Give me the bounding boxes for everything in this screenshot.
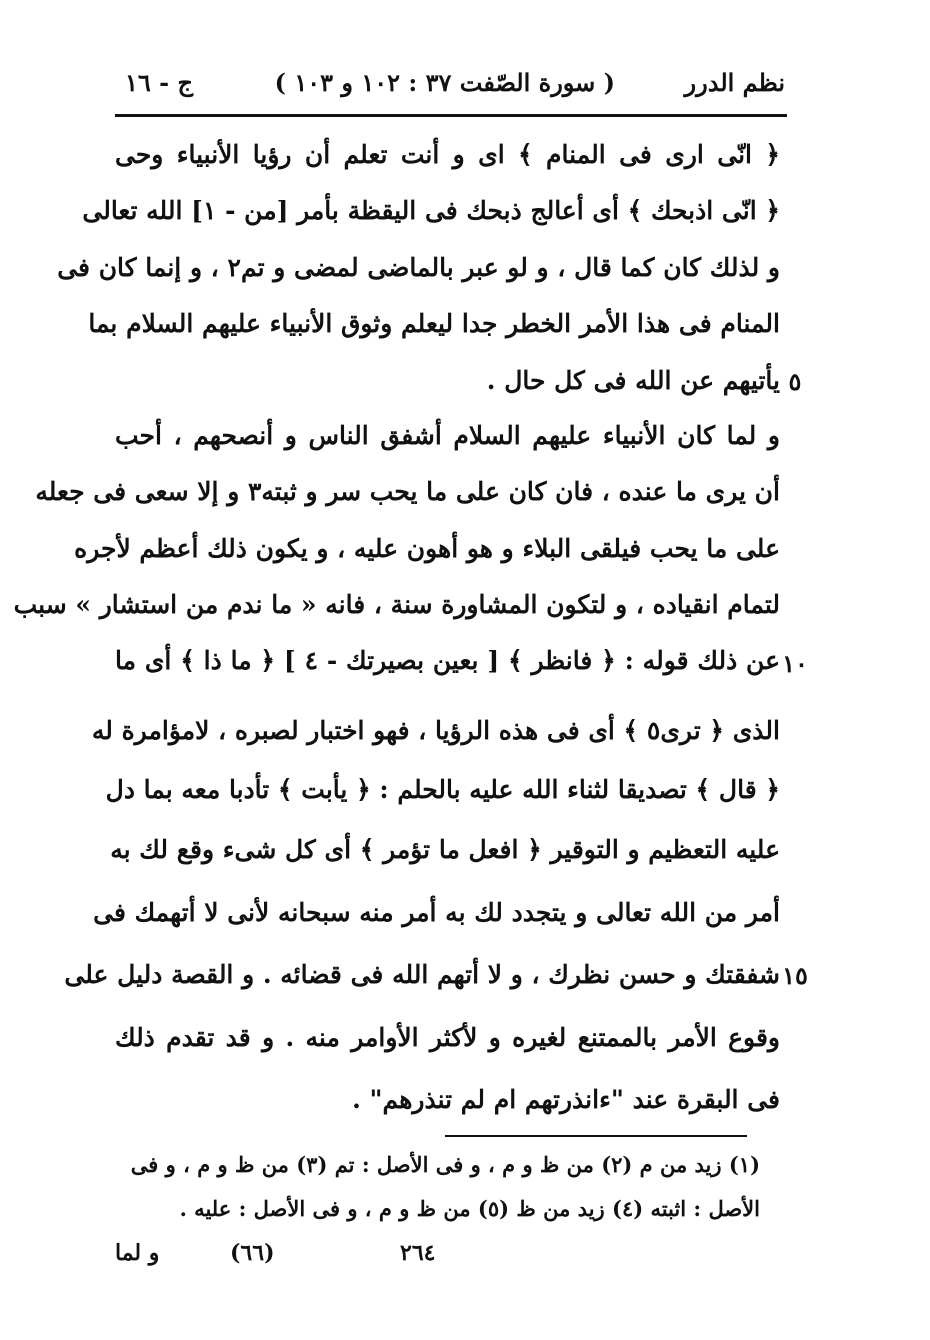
sheet-mark: (٦٦) — [230, 1240, 275, 1266]
text-line: فی البقرة عند "ءانذرتهم ام لم تنذرهم" . — [352, 1085, 780, 1114]
header-rule — [115, 114, 787, 117]
footnote-rule — [445, 1135, 747, 1137]
text-line: أن یری ما عنده ، فان كان علی ما یحب سر و ثبته٣ و إلا سعی فی جعله — [35, 477, 780, 506]
running-header — [115, 60, 785, 110]
text-line: ﴿ انّی اذبحك ﴾ أی أعالج ذبحك فی الیقظة بأمر [من - ١] الله تعالی — [82, 196, 780, 225]
text-line: الذی ﴿ تری٥ ﴾ أی فی هذه الرؤیا ، فهو اختبار لصبره ، لامؤامرة له — [91, 716, 780, 745]
text-line: و لذلك كان كما قال ، و لو عبر بالماضی لمضی و تم٢ ، و إنما كان فی — [57, 253, 780, 282]
text-line: علیه التعظیم و التوقیر ﴿ افعل ما تؤمر ﴾ أی كل شیء وقع لك به — [110, 835, 780, 864]
page-number: ٢٦٤ — [400, 1240, 436, 1266]
text-line: المنام فی هذا الأمر الخطر جدا لیعلم وثوق الأنبیاء علیهم السلام بما — [88, 309, 780, 338]
text-line: ﴿ انّی اری فی المنام ﴾ ای و أنت تعلم أن رؤیا الأنبیاء وحی — [115, 140, 780, 169]
catchword: و لما — [115, 1240, 160, 1266]
line-number-15: ١٥ — [782, 961, 808, 990]
text-line: ﴿ قال ﴾ تصدیقا لثناء الله علیه بالحلم : ﴿ یأبت ﴾ تأدبا معه بما دل — [105, 775, 780, 804]
book-title: نظم الدرر — [684, 68, 785, 97]
surah-reference: ( سورة الصّفت ٣٧ : ١٠٢ و ١٠٣ ) — [274, 68, 615, 97]
text-line: لتمام انقیاده ، و لتكون المشاورة سنة ، فانه « ما ندم من استشار » سبب — [13, 590, 780, 619]
text-line: أمر من الله تعالی و یتجدد لك به أمر منه سبحانه لأنی لا أتهمك فی — [93, 898, 780, 927]
line-number-10: ١٠ — [782, 649, 808, 678]
volume-number: ج - ١٦ — [125, 68, 193, 97]
line-number-5: ٥ — [788, 367, 802, 396]
text-line: وقوع الأمر بالممتنع لغیره و لأكثر الأوامر منه . و قد تقدم ذلك — [115, 1023, 780, 1052]
footnote-line: (١) زید من م (٢) من ظ و م ، و فی الأصل : تم (٣) من ظ و م ، و فی — [130, 1152, 760, 1177]
text-line: شفقتك و حسن نظرك ، و لا أتهم الله فی قضائه . و القصة دلیل علی — [64, 960, 780, 989]
text-line: یأتیهم عن الله فی كل حال . — [486, 366, 780, 395]
text-line: عن ذلك قوله : ﴿ فانظر ﴾ [ بعین بصیرتك - ٤ ] ﴿ ما ذا ﴾ أی ما — [115, 646, 780, 675]
text-line: و لما كان الأنبیاء علیهم السلام أشفق الناس و أنصحهم ، أحب — [115, 421, 780, 450]
text-line: علی ما یحب فیلقی البلاء و هو أهون علیه ، و یكون ذلك أعظم لأجره — [74, 534, 780, 563]
footnote-line: الأصل : اثبته (٤) زید من ظ (٥) من ظ و م ، و فی الأصل : علیه . — [179, 1196, 760, 1221]
